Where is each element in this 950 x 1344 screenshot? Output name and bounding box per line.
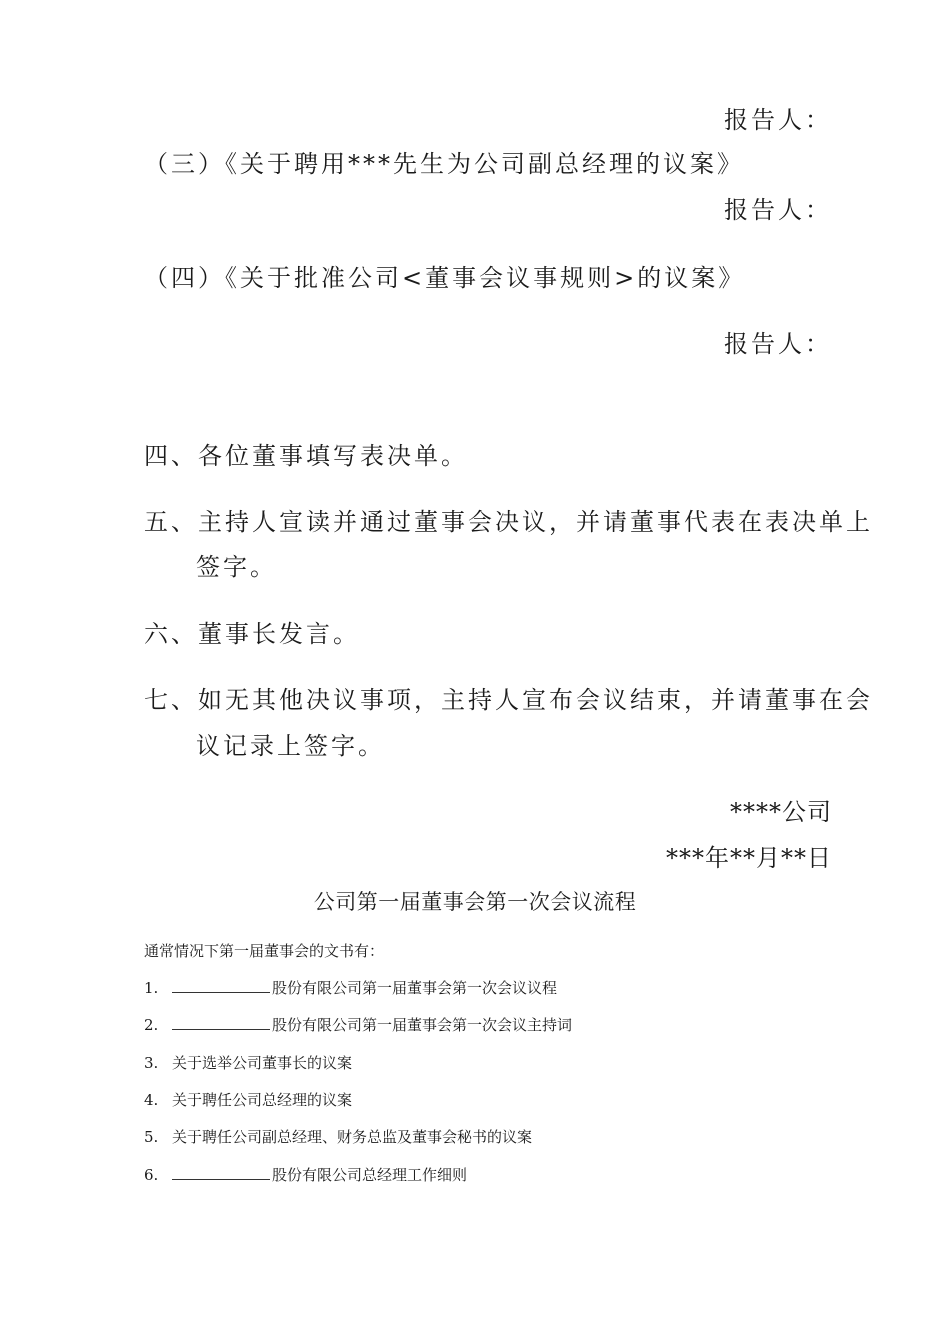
list-item-text: 关于聘任公司副总经理、财务总监及董事会秘书的议案	[172, 1128, 533, 1146]
reporter-label-2: 报告人：	[724, 196, 832, 224]
list-item-number: 4.	[144, 1091, 159, 1109]
fill-in-blank	[172, 1164, 270, 1180]
fill-in-blank	[172, 1014, 270, 1030]
list-item	[144, 1164, 467, 1186]
step-7-line-2: 议记录上签字。	[196, 732, 385, 760]
list-item	[144, 1052, 352, 1074]
agenda-item-3: （三）《关于聘用***先生为公司副总经理的议案》	[144, 150, 744, 178]
step-4: 四、各位董事填写表决单。	[144, 442, 468, 470]
list-item-number: 3.	[144, 1054, 159, 1072]
list-item-text: 股份有限公司第一届董事会第一次会议主持词	[272, 1016, 573, 1034]
list-item-text: 关于选举公司董事长的议案	[172, 1054, 353, 1072]
list-item	[144, 977, 557, 999]
section-intro: 通常情况下第一届董事会的文书有：	[144, 942, 385, 960]
agenda-item-4: （四）《关于批准公司<董事会议事规则>的议案》	[144, 264, 746, 292]
section-title: 公司第一届董事会第一次会议流程	[313, 890, 637, 914]
list-item-number: 2.	[144, 1016, 159, 1034]
list-item-text: 股份有限公司总经理工作细则	[272, 1166, 468, 1184]
list-item	[144, 1089, 352, 1111]
list-item	[144, 1126, 532, 1148]
list-item-number: 1.	[144, 979, 159, 997]
company-name: ****公司	[730, 798, 832, 826]
list-item-number: 6.	[144, 1166, 159, 1184]
list-item-text: 关于聘任公司总经理的议案	[172, 1091, 353, 1109]
reporter-label-3: 报告人：	[724, 330, 832, 358]
step-5-line-2: 签字。	[196, 553, 277, 581]
list-item	[144, 1014, 572, 1036]
list-item-number: 5.	[144, 1128, 159, 1146]
step-6: 六、董事长发言。	[144, 620, 360, 648]
step-5-line-1: 五、主持人宣读并通过董事会决议，并请董事代表在表决单上	[144, 508, 873, 536]
document-date: ***年**月**日	[666, 844, 832, 872]
fill-in-blank	[172, 977, 270, 993]
reporter-label-1: 报告人：	[724, 106, 832, 134]
step-7-line-1: 七、如无其他决议事项，主持人宣布会议结束，并请董事在会	[144, 686, 873, 714]
list-item-text: 股份有限公司第一届董事会第一次会议议程	[272, 979, 558, 997]
